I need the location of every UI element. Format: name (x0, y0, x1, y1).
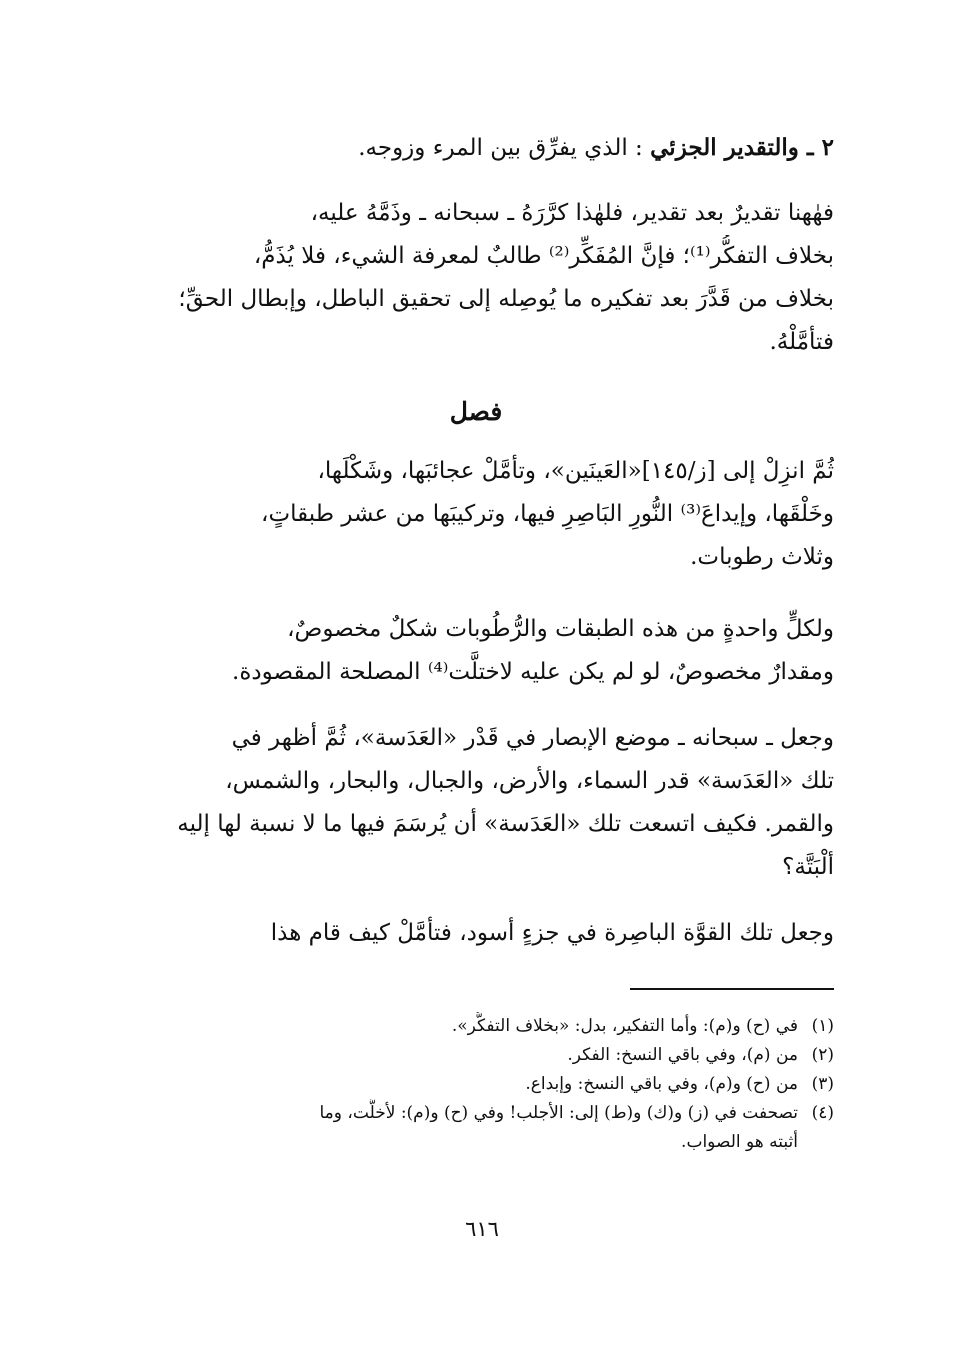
paragraph-3 (118, 608, 834, 694)
paragraph-2 (118, 450, 834, 579)
paragraph-line: والقمر. فكيف اتسعت تلك «العَدَسة» أن يُرسَمَ فيها ما لا نسبة لها إليه (177, 811, 834, 837)
paragraph-line: بخلاف من قَدَّرَ بعد تفكيره ما يُوصِله إلى تحقيق الباطل، وإبطال الحقِّ؛ (178, 286, 834, 312)
footnote-text: تصحفت في (ز) و(ك) و(ط) إلى: الأجلب! وفي (ح) و(م): لأخلَّت، وما (319, 1103, 798, 1123)
footnote-3 (118, 1070, 834, 1099)
paragraph-line: وخَلْقَها، وإيداعَ⁽³⁾ النُّورِ البَاصِرِ فيها، وتركيبَها من عشر طبقاتٍ، (261, 501, 834, 527)
footnote-text: من (م)، وفي باقي النسخ: الفكر. (567, 1045, 798, 1065)
item-2-line (118, 128, 834, 168)
page-number: ٦١٦ (465, 1217, 499, 1241)
paragraph-line: ولكلٍّ واحدةٍ من هذه الطبقات والرُّطُوبات شكلٌ مخصوصٌ، (287, 616, 834, 642)
paragraph-4 (118, 717, 834, 889)
paragraph-line: ثُمَّ انزِلْ إلى [ز/١٤٥]«العَينَين»، وتأمَّلْ عجائبَها، وشَكْلَها، (317, 458, 834, 484)
footnote-number: (٣) (811, 1074, 834, 1094)
footnote-number: (٤) (811, 1103, 834, 1123)
section-heading: فصل (449, 397, 503, 426)
paragraph-5 (118, 912, 834, 955)
paragraph-line: ومقدارٌ مخصوصٌ، لو لم يكن عليه لاختلَّت⁽⁴⁾ المصلحة المقصودة. (232, 659, 834, 685)
footnote-1 (118, 1012, 834, 1041)
footnote-text: من (ح) و(م)، وفي باقي النسخ: وإبداع. (525, 1074, 798, 1094)
item-2-text: : الذي يفرِّق بين المرء وزوجه. (358, 135, 643, 161)
paragraph-line: ألْبَتَّة؟ (782, 854, 834, 880)
footnote-number: (٢) (811, 1045, 834, 1065)
paragraph-1 (118, 192, 834, 364)
paragraph-line: وجعل ـ سبحانه ـ موضع الإبصار في قَدْر «العَدَسة»، ثُمَّ أظهر في (231, 725, 834, 751)
item-2-label: ٢ ـ والتقدير الجزئي (650, 134, 834, 161)
paragraph-line: وثلاث رطوبات. (690, 544, 834, 570)
paragraph-line: بخلاف التفكُّر⁽¹⁾؛ فإنَّ المُفَكِّر⁽²⁾ طالبٌ لمعرفة الشيء، فلا يُذَمُّ، (253, 243, 834, 269)
footnote-number: (١) (811, 1016, 834, 1036)
footnote-text: في (ح) و(م): وأما التفكير، بدل: «بخلاف التفكُّر». (451, 1016, 798, 1036)
footnote-4-continuation: أثبته هو الصواب. (681, 1132, 798, 1152)
footnote-4 (118, 1099, 834, 1128)
footnotes (118, 1012, 834, 1157)
paragraph-line: وجعل تلك القوَّة الباصِرة في جزءٍ أسود، فتأمَّلْ كيف قام هذا (270, 920, 834, 946)
paragraph-line: تلك «العَدَسة» قدر السماء، والأرض، والجبال، والبحار، والشمس، (225, 768, 834, 794)
footnote-2 (118, 1041, 834, 1070)
footnote-separator (630, 988, 834, 990)
paragraph-line: فتأمَّلْهُ. (769, 329, 834, 355)
paragraph-line: فهٰهنا تقديرٌ بعد تقدير، فلهٰذا كرَّرَهُ ـ سبحانه ـ وذَمَّهُ عليه، (310, 200, 834, 226)
